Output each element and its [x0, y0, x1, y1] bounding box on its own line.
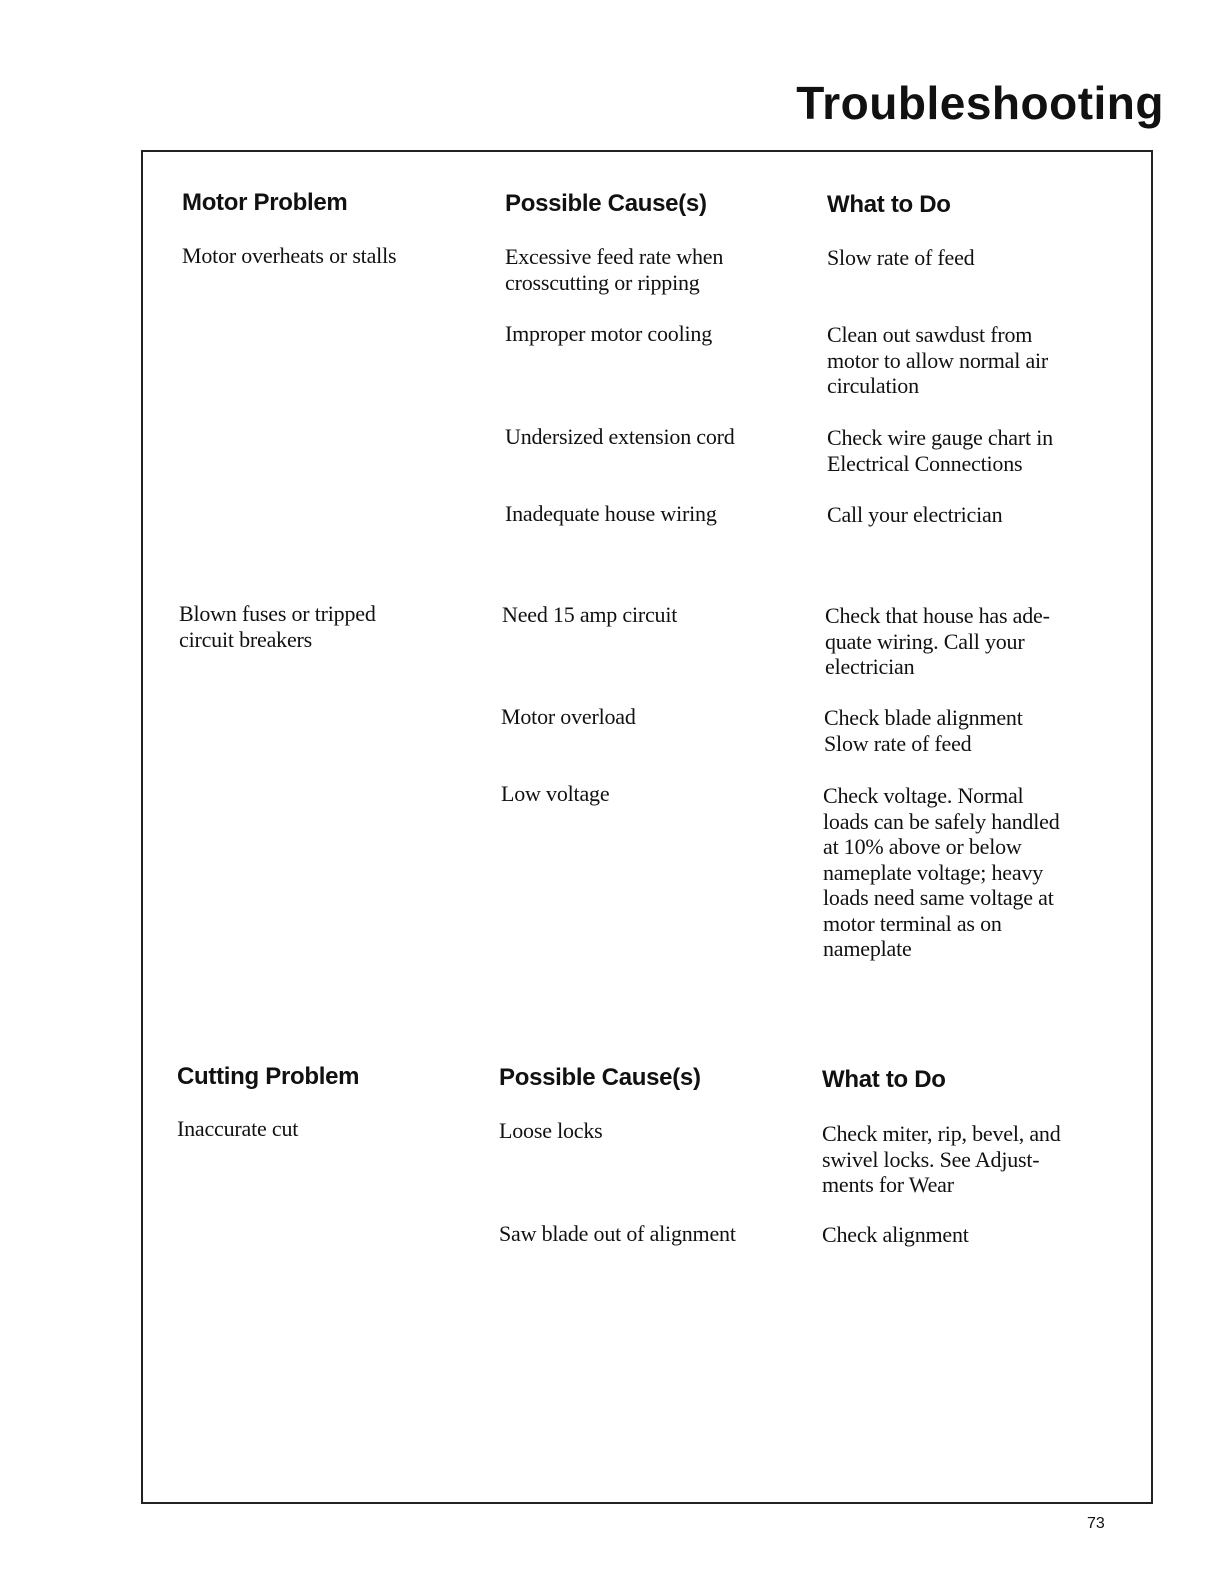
header-motor-problem: Motor Problem	[182, 189, 348, 216]
header-cutting-problem: Cutting Problem	[177, 1063, 360, 1090]
problem-text: Motor overheats or stalls	[182, 243, 397, 268]
action-text: Check miter, rip, bevel, and swivel locks. See Adjust- ments for Wear	[822, 1121, 1061, 1197]
action-text: Check that house has ade- quate wiring. Call your electrician	[825, 603, 1050, 679]
action-text: Call your electrician	[827, 502, 1003, 527]
page-number: 73	[1087, 1515, 1105, 1532]
problem-text: Blown fuses or tripped circuit breakers	[179, 601, 376, 652]
cause-text: Need 15 amp circuit	[502, 602, 678, 627]
cause-text: Undersized extension cord	[505, 424, 735, 449]
problem-text: Inaccurate cut	[177, 1116, 299, 1141]
action-text: Check voltage. Normal loads can be safely handled at 10% above or below nameplate voltage; heavy loads need same voltage at motor terminal as on nameplate	[823, 783, 1060, 961]
cause-text: Low voltage	[501, 781, 610, 806]
action-text: Slow rate of feed	[827, 245, 975, 270]
cause-text: Inadequate house wiring	[505, 501, 717, 526]
header-what-to-do: What to Do	[827, 191, 951, 218]
action-text: Check wire gauge chart in Electrical Connections	[827, 425, 1053, 476]
header-possible-causes: Possible Cause(s)	[499, 1064, 701, 1091]
cause-text: Loose locks	[499, 1118, 603, 1143]
cause-text: Motor overload	[501, 704, 636, 729]
action-text: Check blade alignment Slow rate of feed	[824, 705, 1023, 756]
cause-text: Improper motor cooling	[505, 321, 712, 346]
cause-text: Excessive feed rate when crosscutting or ripping	[505, 244, 724, 295]
header-what-to-do: What to Do	[822, 1066, 946, 1093]
page-title: Troubleshooting	[796, 77, 1164, 129]
cause-text: Saw blade out of alignment	[499, 1221, 736, 1246]
action-text: Clean out sawdust from motor to allow normal air circulation	[827, 322, 1049, 398]
action-text: Check alignment	[822, 1222, 969, 1247]
header-possible-causes: Possible Cause(s)	[505, 190, 707, 217]
